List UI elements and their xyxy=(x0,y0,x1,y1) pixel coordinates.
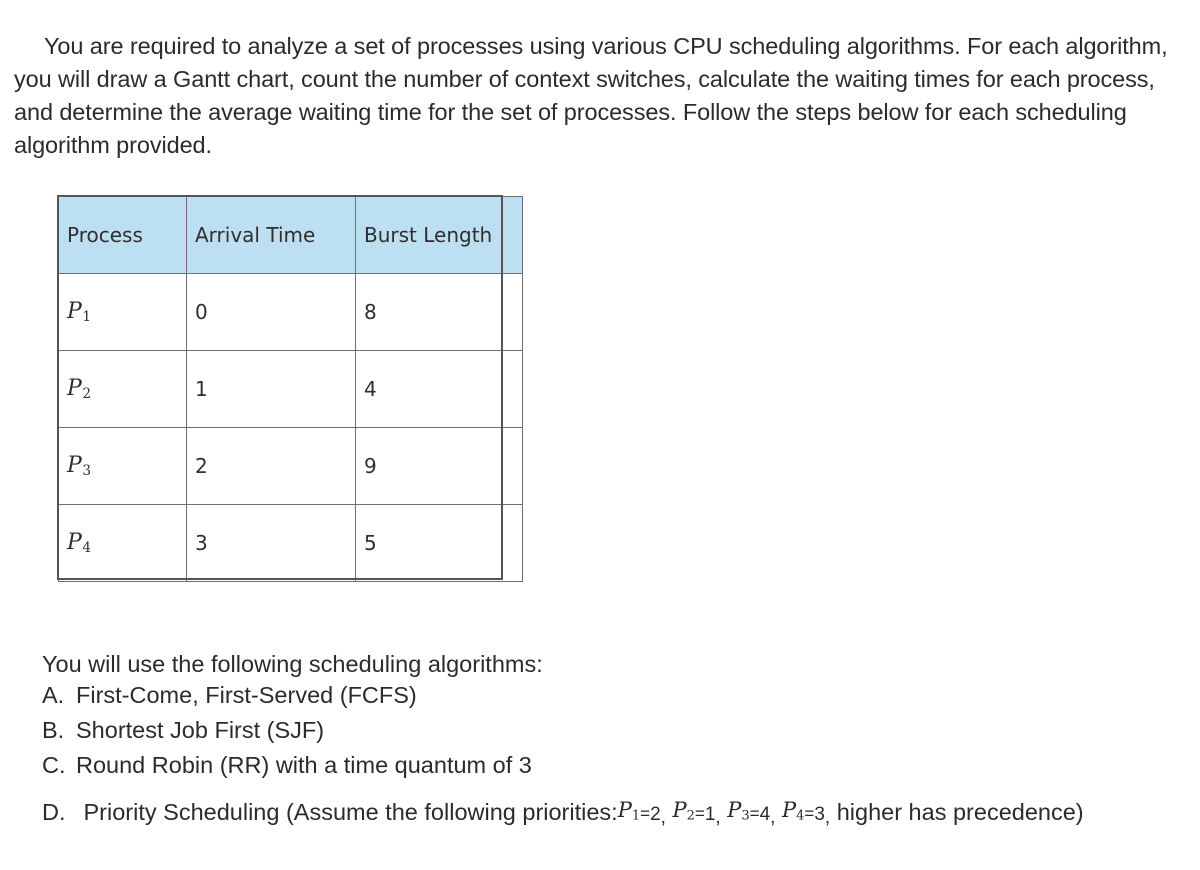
priority-number: 2 xyxy=(650,804,661,825)
list-item xyxy=(42,713,1192,748)
cell-arrival-time: 1 xyxy=(187,351,356,428)
cell-burst-length: 9 xyxy=(356,428,523,505)
table-row xyxy=(59,274,523,351)
process-subscript: 2 xyxy=(82,385,91,402)
priority-separator: , xyxy=(715,807,721,828)
cell-process xyxy=(59,351,187,428)
list-item xyxy=(42,678,1192,713)
priority-separator: , xyxy=(824,807,831,828)
table-header-row xyxy=(59,197,523,274)
priority-equals: = xyxy=(640,804,651,823)
priority-value-p4: $P_4$ xyxy=(781,798,805,824)
process-subscript: 3 xyxy=(82,462,91,479)
priority-value-p1: $P_1$ xyxy=(617,798,641,824)
process-label: $P_2$ xyxy=(67,376,91,402)
priority-equals: = xyxy=(694,804,705,823)
list-marker: C. xyxy=(42,752,66,778)
priority-number: 1 xyxy=(704,804,716,825)
priority-separator: , xyxy=(660,807,666,828)
process-subscript: 1 xyxy=(82,308,91,325)
table-row xyxy=(59,351,523,428)
table-row xyxy=(59,428,523,505)
process-label: $P_3$ xyxy=(67,453,91,479)
process-table xyxy=(58,196,523,582)
cell-process xyxy=(59,505,187,582)
list-marker: A. xyxy=(42,682,65,708)
process-subscript: 4 xyxy=(82,539,91,556)
list-item xyxy=(42,748,1192,783)
algorithms-lead-in: You will use the following scheduling algorithms: xyxy=(42,650,543,677)
table-row xyxy=(59,505,523,582)
cell-burst-length: 5 xyxy=(356,505,523,582)
list-item-label: Shortest Job First (SJF) xyxy=(76,717,325,743)
priority-value-p2: $P_2$ xyxy=(672,798,695,824)
cell-arrival-time: 0 xyxy=(187,274,356,351)
list-item-label: First-Come, First-Served (FCFS) xyxy=(76,682,417,708)
process-label: $P_4$ xyxy=(67,530,91,556)
list-marker: B. xyxy=(42,717,65,743)
cell-burst-length: 4 xyxy=(356,351,523,428)
list-item-label: Round Robin (RR) with a time quantum of 3 xyxy=(76,752,532,778)
list-item-priority-scheduling xyxy=(14,795,1194,836)
priority-value-p3: $P_3$ xyxy=(727,798,750,824)
priority-equals: = xyxy=(749,804,760,823)
column-header-arrival-time: Arrival Time xyxy=(187,197,356,274)
priority-separator: , xyxy=(770,807,776,828)
cell-burst-length: 8 xyxy=(356,274,523,351)
process-label: $P_1$ xyxy=(67,299,91,325)
intro-paragraph: You are required to analyze a set of processes using various CPU scheduling algorithms. For each algorithm, you will draw a Gantt chart, count the number of context switches, calculate the waiting times for each process, and determine the average waiting time for the set of processes. Follow the steps below for each scheduling algorithm provided. xyxy=(14,32,1168,158)
priority-number: 4 xyxy=(759,804,771,825)
cell-arrival-time: 3 xyxy=(187,505,356,582)
cell-process xyxy=(59,428,187,505)
cell-arrival-time: 2 xyxy=(187,428,356,505)
column-header-burst-length: Burst Length xyxy=(356,197,523,274)
cell-process xyxy=(59,274,187,351)
column-header-process: Process xyxy=(59,197,187,274)
algorithms-list xyxy=(42,678,1192,783)
priority-text-before: Priority Scheduling (Assume the following priorities: xyxy=(83,799,618,825)
list-marker: D. xyxy=(42,799,66,825)
priority-text-after: higher has precedence) xyxy=(836,799,1084,825)
priority-equals: = xyxy=(804,804,815,823)
priority-number: 3 xyxy=(814,804,825,825)
